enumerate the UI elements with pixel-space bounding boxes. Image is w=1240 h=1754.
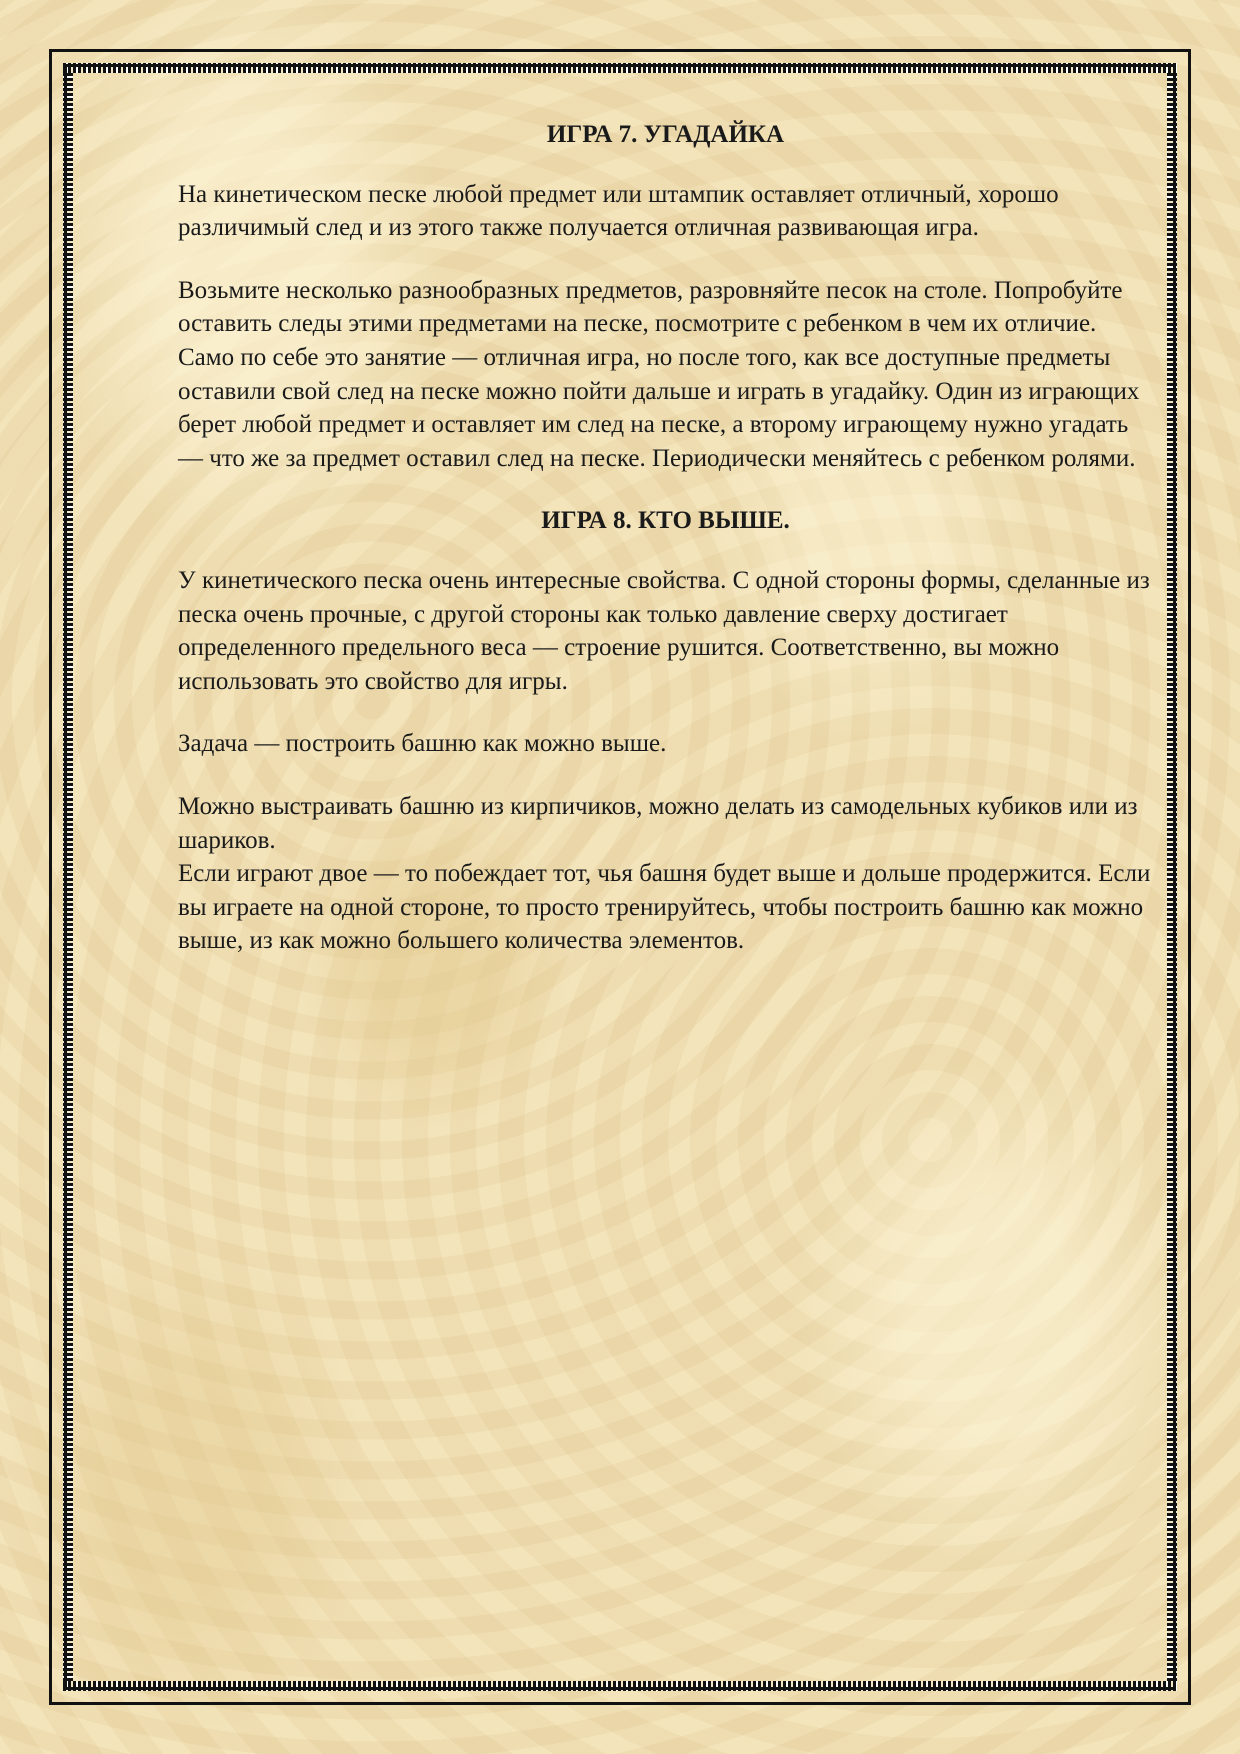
- page-content: [178, 118, 1153, 987]
- game-8-paragraph-2: Задача — построить башню как можно выше.: [178, 730, 667, 758]
- game-7-paragraph-2: Возьмите несколько разнообразных предметов, разровняйте песок на столе. Попробуйте оставить следы этими предметами на песке, посмотрите с ребенком в чем их отличие. Само по себе это занятие — отличная игра, но после того, как все доступные предметы оставили свой след на песке можно пойти дальше и играть в угадайку. Один из играющих берет любой предмет и оставляет им след на песке, а второму играющему нужно угадать — что же за предмет оставил след на песке. Периодически меняйтесь с ребенком ролями.: [178, 276, 1140, 472]
- game-8-heading: ИГРА 8. КТО ВЫШЕ.: [541, 507, 790, 535]
- game-7-heading: ИГРА 7. УГАДАЙКА: [546, 121, 785, 148]
- game-8-paragraph-4: Если играют двое — то побеждает тот, чья башня будет выше и дольше продержится. Если вы играете на одной стороне, то просто тренируйтесь, чтобы построить башню как можно выше, из как можно большего количества элементов.: [178, 860, 1151, 955]
- game-8-paragraph-1: У кинетического песка очень интересные свойства. С одной стороны формы, сделанные из песка очень прочные, с другой стороны как только давление сверху достигает определенного предельного веса — строение рушится. Соответственно, вы можно использовать это свойство для игры.: [178, 566, 1150, 695]
- game-8-paragraph-3: Можно выстраивать башню из кирпичиков, можно делать из самодельных кубиков или из шариков.: [178, 792, 1138, 854]
- game-7-paragraph-1: На кинетическом песке любой предмет или штампик оставляет отличный, хорошо различимый след и из этого также получается отличная развивающая игра.: [178, 180, 1059, 242]
